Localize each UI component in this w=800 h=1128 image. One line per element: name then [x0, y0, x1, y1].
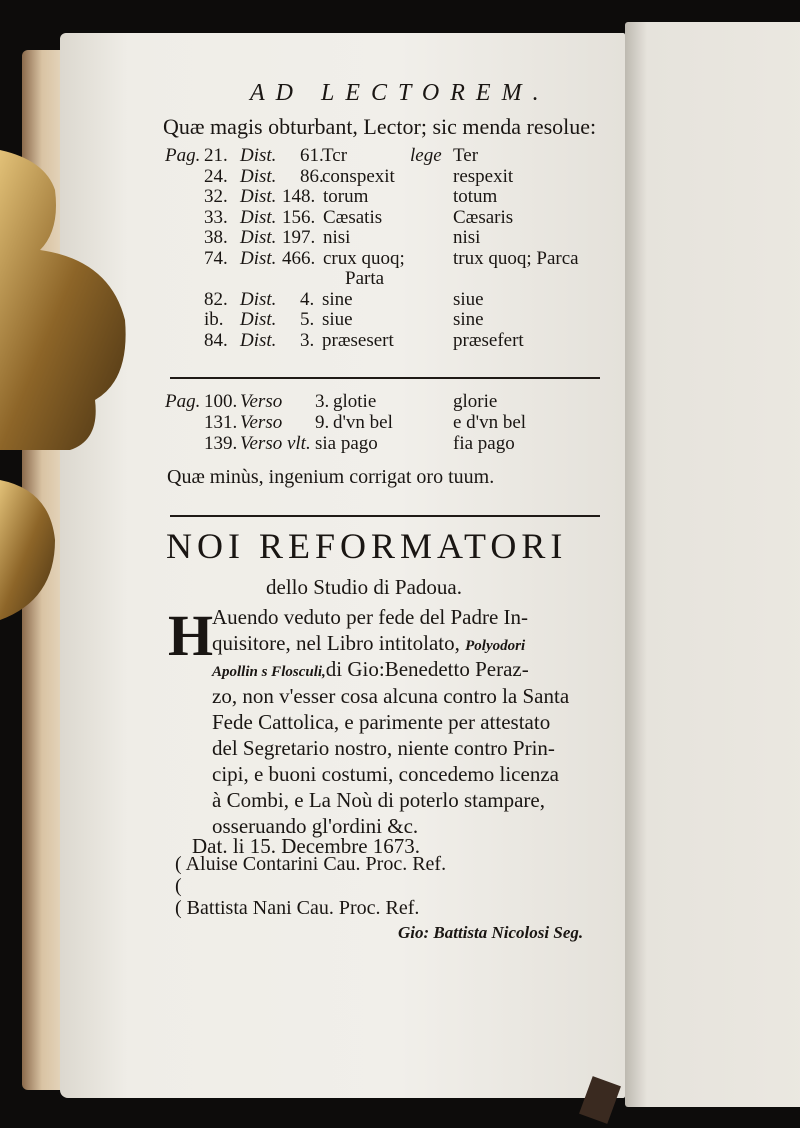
body-text: quisitore, nel Libro intitolato, — [212, 631, 466, 655]
errata-correct: præsefert — [453, 329, 524, 351]
signatory-name: Aluise Contarini Cau. Proc. Ref. — [185, 853, 447, 875]
errata-num: 3. — [300, 329, 315, 351]
errata-correct: trux quoq; Parca — [453, 247, 579, 269]
body-line: osseruando gl'ordini &c. — [212, 814, 419, 838]
signatory — [175, 853, 446, 876]
errata-num: 61. — [300, 145, 324, 166]
errata-ref: Verso — [240, 391, 283, 412]
body-line: à Combi, e La Noù di poterlo stampare, — [212, 788, 545, 812]
body-line: zo, non v'esser cosa alcuna contro la Santa — [212, 684, 570, 708]
errata-page: 24. — [204, 165, 228, 187]
errata-page: 32. — [204, 186, 228, 207]
errata-num: 148. — [282, 186, 316, 207]
errata-ref: Verso — [240, 412, 283, 433]
secretary-signature: Gio: Battista Nicolosi Seg. — [398, 923, 584, 942]
errata-wrong: conspexit — [322, 165, 395, 187]
errata-wrong: nisi — [323, 227, 351, 248]
errata-wrong: d'vn bel — [333, 412, 393, 433]
body-line: del Segretario nostro, niente contro Prin- — [212, 736, 555, 760]
page-label: Pag. — [165, 145, 201, 166]
page-title: AD LECTOREM. — [250, 80, 550, 106]
errata-ref: Verso vlt. — [240, 433, 311, 454]
errata-page: 84. — [204, 329, 228, 351]
errata-correct: glorie — [453, 391, 498, 412]
errata-correct: sine — [453, 309, 484, 330]
errata-wrong: Tcr — [322, 145, 348, 166]
errata-wrong: glotie — [333, 391, 377, 412]
errata-page: 21. — [204, 145, 228, 166]
date-line: Dat. li 15. Decembre 1673. — [192, 834, 421, 858]
body-text: di Gio:Benedetto Peraz- — [325, 657, 529, 681]
errata-num: 466. — [282, 247, 316, 269]
errata-ref: Dist. — [240, 247, 277, 269]
errata-wrong: sine — [322, 288, 353, 310]
errata-page: 131. — [204, 412, 238, 433]
errata-correct: respexit — [453, 165, 514, 187]
signatory — [175, 897, 419, 920]
errata-correct: nisi — [453, 227, 481, 248]
brass-book-clip — [0, 150, 130, 620]
errata-correct: fia pago — [453, 433, 515, 454]
right-page — [625, 22, 800, 1107]
errata-page: 139. — [204, 433, 238, 454]
drop-cap: H — [168, 603, 214, 668]
brace: ( — [175, 875, 182, 897]
errata-page: ib. — [204, 309, 224, 330]
errata-correct: e d'vn bel — [453, 412, 527, 433]
errata-wrong: crux quoq; — [323, 247, 405, 269]
section-subheading: dello Studio di Padoua. — [266, 575, 462, 599]
errata-page: 82. — [204, 288, 228, 310]
errata-wrong: Cæsatis — [323, 206, 383, 228]
errata-wrong: Parta — [345, 268, 385, 289]
errata-ref: Dist. — [240, 329, 277, 351]
errata-page: 100. — [204, 391, 238, 412]
errata-wrong: siue — [322, 309, 353, 330]
errata-num: 86. — [300, 165, 324, 187]
errata-ref: Dist. — [240, 309, 277, 330]
errata-num: 3. — [315, 391, 330, 412]
body-line: cipi, e buoni costumi, concedemo licenza — [212, 762, 559, 786]
errata-page: 74. — [204, 247, 228, 269]
errata-ref: Dist. — [240, 145, 277, 166]
errata-ref: Dist. — [240, 288, 277, 310]
page-label: Pag. — [165, 391, 201, 412]
errata-num: 4. — [300, 288, 315, 310]
errata-correct: totum — [453, 186, 498, 207]
signatory-name: Battista Nani Cau. Proc. Ref. — [186, 897, 420, 919]
errata-ref: Dist. — [240, 165, 277, 187]
lege-label: lege — [410, 145, 442, 166]
errata-num: 197. — [282, 227, 316, 248]
errata-num: 9. — [315, 412, 330, 433]
errata-correct: Ter — [453, 145, 479, 166]
errata-num: 156. — [282, 206, 316, 228]
errata-page: 33. — [204, 206, 228, 228]
errata-intro: Quæ magis obturbant, Lector; sic menda resolue: — [163, 114, 597, 139]
book-title: Polyodori — [465, 638, 526, 654]
body-line — [212, 657, 529, 682]
errata-wrong: præsesert — [322, 329, 394, 351]
errata-wrong: sia pago — [315, 433, 378, 454]
body-line — [212, 631, 525, 656]
divider-rule — [170, 515, 600, 517]
errata-ref: Dist. — [240, 186, 277, 207]
body-line: Fede Cattolica, e parimente per attestato — [212, 710, 551, 734]
errata-closing: Quæ minùs, ingenium corrigat oro tuum. — [167, 466, 495, 488]
errata-ref: Dist. — [240, 227, 277, 248]
errata-num: 5. — [300, 309, 315, 330]
errata-page: 38. — [204, 227, 228, 248]
brace: ( — [175, 853, 182, 875]
brace: ( — [175, 897, 182, 919]
section-heading: NOI REFORMATORI — [166, 526, 568, 566]
errata-correct: Cæsaris — [453, 206, 514, 228]
book-title: Apollin s Flosculi, — [212, 664, 326, 680]
errata-ref: Dist. — [240, 206, 277, 228]
body-line: Auendo veduto per fede del Padre In- — [212, 605, 529, 629]
errata-wrong: torum — [323, 186, 369, 207]
errata-correct: siue — [453, 288, 484, 310]
divider-rule — [170, 377, 600, 379]
